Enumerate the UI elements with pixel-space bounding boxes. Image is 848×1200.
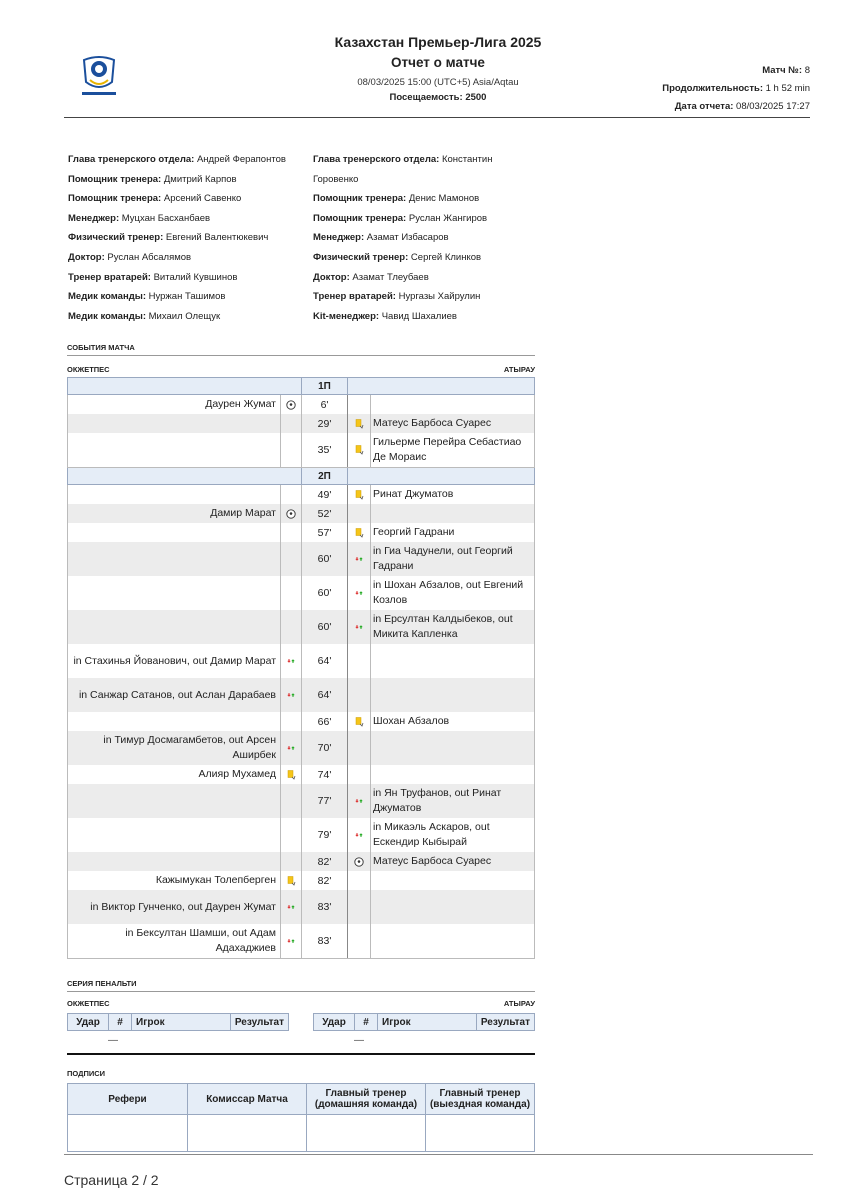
event-minute: 35': [302, 433, 348, 468]
staff-row: [313, 307, 513, 327]
event-minute: 29': [302, 414, 348, 433]
event-text: Шохан Абзалов: [373, 715, 450, 727]
event-minute: 83': [302, 890, 348, 924]
event-minute: 70': [302, 731, 348, 765]
half-header-row: [68, 468, 535, 485]
staff-role: Тренер вратарей:: [68, 271, 151, 283]
staff-role: Глава тренерского отдела:: [313, 154, 440, 165]
event-row: [68, 871, 535, 890]
col-num: #: [355, 1014, 378, 1031]
staff-row: [313, 228, 513, 248]
away-coach-header: Главный тренер (выездная команда): [426, 1084, 535, 1115]
event-minute: 74': [302, 765, 348, 784]
signatures-table: [67, 1083, 535, 1152]
away-penalties-empty: —: [354, 1035, 364, 1046]
penalties-divider: [67, 991, 535, 992]
match-duration: Продолжительность: 1 h 52 min: [662, 83, 810, 94]
event-minute: 49': [302, 485, 348, 505]
event-row: [68, 765, 535, 784]
substitution-icon: [286, 935, 296, 947]
staff-row: [68, 209, 308, 229]
event-text: Кажымукан Толепберген: [155, 874, 276, 886]
header-divider: [64, 117, 810, 118]
home-coach-header: Главный тренер (домашняя команда): [307, 1084, 426, 1115]
event-minute: 79': [302, 818, 348, 852]
half-label: 2П: [302, 468, 348, 485]
col-kick: Удар: [314, 1014, 355, 1031]
staff-name: Арсений Савенко: [163, 193, 242, 205]
event-row: [68, 784, 535, 818]
report-header: [300, 34, 576, 103]
signatures-section-title: ПОДПИСИ: [67, 1069, 106, 1078]
event-row: [68, 818, 535, 852]
event-text: Даурен Жумат: [205, 398, 276, 410]
staff-role: Доктор:: [68, 251, 105, 263]
attendance: Посещаемость: 2500: [389, 92, 487, 103]
staff-role: Kit-менеджер:: [313, 310, 380, 322]
event-row: [68, 414, 535, 433]
event-text: Матеус Барбоса Суарес: [373, 417, 492, 429]
substitution-icon: [354, 795, 364, 807]
staff-row: [68, 150, 308, 170]
event-text: Гильерме Перейра Себастиао Де Мораис: [373, 436, 522, 463]
event-minute: 6': [302, 395, 348, 415]
event-row: [68, 523, 535, 542]
event-minute: 66': [302, 712, 348, 731]
substitution-icon: [354, 587, 364, 599]
event-row: [68, 542, 535, 576]
events-divider: [67, 355, 535, 356]
staff-row: [313, 150, 513, 189]
staff-row: [68, 307, 308, 327]
event-row: [68, 924, 535, 959]
event-minute: 60': [302, 610, 348, 644]
penalties-bottom-rule: [67, 1053, 535, 1055]
event-minute: 82': [302, 852, 348, 871]
event-minute: 77': [302, 784, 348, 818]
event-text: in Бексултан Шамши, out Адам Адахаджиев: [125, 927, 276, 954]
report-title: Отчет о матче: [391, 55, 485, 70]
event-text: in Ян Труфанов, out Ринат Джуматов: [373, 787, 502, 814]
penalties-away-team: АТЫРАУ: [503, 999, 535, 1008]
staff-name: Азамат Тлеубаев: [352, 271, 429, 283]
staff-row: [313, 287, 513, 307]
yellow-card-icon: [286, 875, 296, 887]
soccer-ball-icon: [286, 399, 296, 411]
event-text: Георгий Гадрани: [373, 526, 455, 538]
event-minute: 57': [302, 523, 348, 542]
substitution-icon: [354, 829, 364, 841]
substitution-icon: [286, 901, 296, 913]
home-penalties-table: [67, 1013, 289, 1031]
event-minute: 64': [302, 644, 348, 678]
staff-row: [68, 170, 308, 190]
commissioner-signature-cell[interactable]: [188, 1115, 307, 1152]
event-minute: 60': [302, 576, 348, 610]
event-row: [68, 395, 535, 415]
penalties-home-team: ОКЖЕТПЕС: [67, 999, 110, 1008]
away-staff-list: [313, 150, 513, 326]
yellow-card-icon: [354, 716, 364, 728]
event-text: in Шохан Абзалов, out Евгений Козлов: [373, 579, 524, 606]
staff-role: Медик команды:: [68, 291, 146, 303]
away-coach-signature-cell[interactable]: [426, 1115, 535, 1152]
event-text: Ринат Джуматов: [373, 488, 454, 500]
event-text: in Ерсултан Калдыбеков, out Микита Капленка: [373, 613, 513, 640]
soccer-ball-icon: [286, 508, 296, 520]
yellow-card-icon: [354, 444, 364, 456]
staff-name: Нуржан Ташимов: [148, 291, 226, 303]
event-row: [68, 731, 535, 765]
referee-signature-cell[interactable]: [68, 1115, 188, 1152]
col-result: Результат: [476, 1014, 534, 1031]
league-logo: [78, 52, 120, 98]
staff-row: [68, 268, 308, 288]
event-text: Дамир Марат: [210, 507, 276, 519]
substitution-icon: [286, 689, 296, 701]
staff-name: Азамат Избасаров: [366, 232, 449, 244]
staff-name: Сергей Клинков: [410, 251, 482, 263]
col-num: #: [109, 1014, 132, 1031]
event-row: [68, 890, 535, 924]
staff-name: Константин Горовенко: [313, 154, 493, 185]
staff-name: Денис Мамонов: [408, 193, 480, 205]
staff-row: [68, 189, 308, 209]
staff-role: Медик команды:: [68, 310, 146, 322]
staff-row: [68, 248, 308, 268]
staff-row: [313, 248, 513, 268]
staff-name: Руслан Жангиров: [408, 212, 488, 224]
yellow-card-icon: [354, 527, 364, 539]
event-text: in Виктор Гунченко, out Даурен Жумат: [90, 900, 276, 913]
event-text: in Стахинья Йованович, out Дамир Марат: [73, 654, 276, 667]
events-home-team: ОКЖЕТПЕС: [67, 365, 110, 374]
league-title: Казахстан Премьер-Лига 2025: [334, 34, 542, 50]
event-text: Алияр Мухамед: [198, 768, 276, 780]
match-meta: [662, 62, 810, 116]
event-row: [68, 644, 535, 678]
penalties-section-title: СЕРИЯ ПЕНАЛЬТИ: [67, 979, 137, 988]
staff-role: Физический тренер:: [68, 232, 164, 244]
staff-name: Дмитрий Карпов: [163, 173, 237, 185]
half-header-row: [68, 378, 535, 395]
half-label: 1П: [302, 378, 348, 395]
events-away-team: АТЫРАУ: [503, 365, 535, 374]
event-row: [68, 678, 535, 712]
staff-name: Виталий Кувшинов: [153, 271, 238, 283]
match-number: Матч №: 8: [762, 65, 810, 76]
staff-name: Андрей Ферапонтов: [196, 154, 286, 165]
col-player: Игрок: [378, 1014, 477, 1031]
event-text: in Гиа Чадунели, out Георгий Гадрани: [373, 545, 513, 572]
away-penalties-table: [313, 1013, 535, 1031]
home-coach-signature-cell[interactable]: [307, 1115, 426, 1152]
event-text: Матеус Барбоса Суарес: [373, 855, 492, 867]
home-penalties-empty: —: [108, 1035, 118, 1046]
event-text: in Микаэль Аскаров, out Ескендир Кыбырай: [373, 821, 490, 848]
event-row: [68, 610, 535, 644]
referee-header: Рефери: [68, 1084, 188, 1115]
event-row: [68, 712, 535, 731]
commissioner-header: Комиссар Матча: [188, 1084, 307, 1115]
yellow-card-icon: [286, 769, 296, 781]
staff-role: Физический тренер:: [313, 251, 409, 263]
footer-divider: [64, 1154, 813, 1155]
page-number: Страница 2 / 2: [64, 1172, 159, 1188]
staff-row: [313, 268, 513, 288]
match-datetime: 08/03/2025 15:00 (UTC+5) Asia/Aqtau: [357, 77, 519, 88]
event-row: [68, 852, 535, 871]
staff-name: Чавид Шахалиев: [381, 310, 457, 322]
event-minute: 82': [302, 871, 348, 890]
staff-name: Евгений Валентюкевич: [165, 232, 269, 244]
staff-row: [313, 209, 513, 229]
event-minute: 52': [302, 504, 348, 523]
event-text: in Тимур Досмагамбетов, out Арсен Аширбек: [103, 734, 276, 761]
substitution-icon: [354, 553, 364, 565]
event-row: [68, 485, 535, 505]
soccer-ball-icon: [354, 856, 364, 868]
yellow-card-icon: [354, 489, 364, 501]
staff-name: Муцхан Басханбаев: [121, 212, 211, 224]
staff-role: Тренер вратарей:: [313, 291, 396, 303]
staff-name: Нургазы Хайрулин: [398, 291, 481, 303]
substitution-icon: [354, 621, 364, 633]
staff-name: Руслан Абсалямов: [107, 251, 192, 263]
staff-role: Помощник тренера:: [68, 193, 162, 205]
col-player: Игрок: [132, 1014, 231, 1031]
staff-name: Михаил Олещук: [148, 310, 221, 322]
staff-role: Помощник тренера:: [313, 212, 407, 224]
event-row: [68, 576, 535, 610]
event-minute: 60': [302, 542, 348, 576]
events-table: [67, 377, 535, 959]
event-row: [68, 433, 535, 468]
staff-role: Менеджер:: [68, 212, 120, 224]
event-text: in Санжар Сатанов, out Аслан Дарабаев: [78, 688, 276, 701]
report-date: Дата отчета: 08/03/2025 17:27: [674, 101, 810, 112]
substitution-icon: [286, 655, 296, 667]
event-minute: 64': [302, 678, 348, 712]
events-section-title: СОБЫТИЯ МАТЧА: [67, 343, 135, 352]
event-minute: 83': [302, 924, 348, 959]
col-kick: Удар: [68, 1014, 109, 1031]
home-staff-list: [68, 150, 308, 326]
staff-row: [68, 228, 308, 248]
staff-row: [313, 189, 513, 209]
yellow-card-icon: [354, 418, 364, 430]
event-row: [68, 504, 535, 523]
staff-role: Помощник тренера:: [313, 193, 407, 205]
staff-role: Менеджер:: [313, 232, 365, 244]
col-result: Результат: [230, 1014, 288, 1031]
staff-role: Доктор:: [313, 271, 350, 283]
staff-role: Глава тренерского отдела:: [68, 154, 195, 165]
staff-row: [68, 287, 308, 307]
substitution-icon: [286, 742, 296, 754]
staff-role: Помощник тренера:: [68, 173, 162, 185]
